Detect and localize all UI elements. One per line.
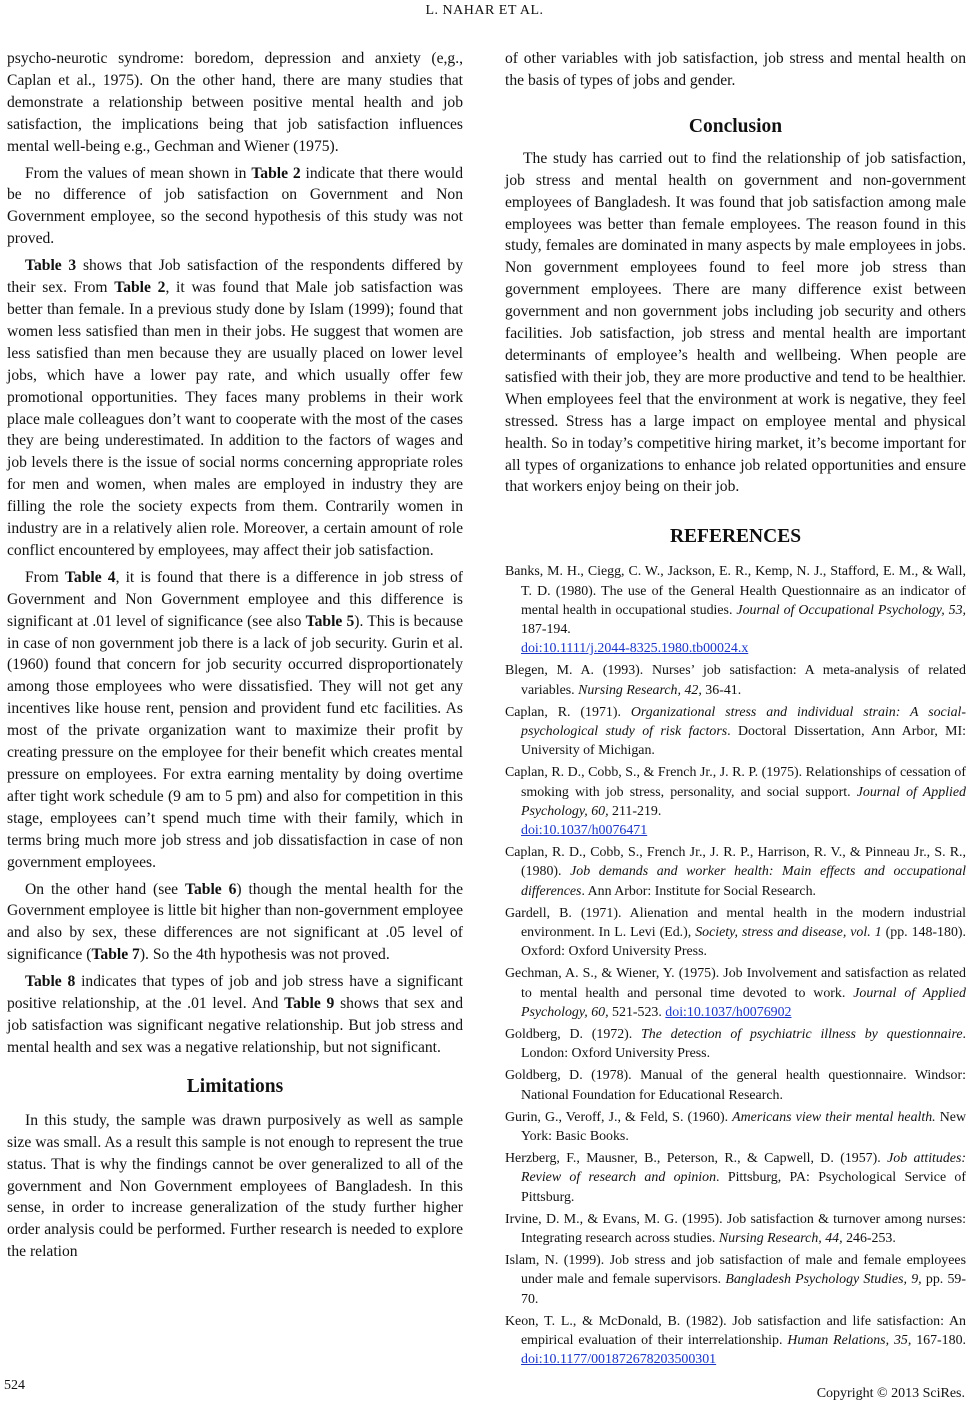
doi-link[interactable]: doi:10.1111/j.2044-8325.1980.tb00024.x — [521, 641, 749, 657]
right-column — [505, 48, 966, 1372]
paragraph: From Table 4, it is found that there is a difference in job stress of Government and Non Government employee and this difference is significant at .01 level of significance (see also Table 5). This is because in case of non government job there is a lack of job security. Gurin et al. (1960) found that concern for job security occurred disproportionately among those employees who were dissatisfied. They will not get any incentives like house rent, pension and provident fund etc facilities. As most of the private organization want to maximize their profit by creating pressure on the employee for their benefit which creates mental pressure on employees. For extra earning mentality by doing overtime after tight work schedule (9 am to 5 pm) and also for competition in this stage, employees can’t spend much time with their family, which in terms bring much more job stress and job dissatisfaction in case of non government employees. — [7, 568, 463, 871]
reference-item: Gechman, A. S., & Wiener, Y. (1975). Job Involvement and satisfaction as related to mental health and personal time devoted to work. Journal of Applied Psychology, 60, 521-523. doi:10.1037/h0076902 — [505, 966, 966, 1020]
running-head: L. NAHAR ET AL. — [425, 3, 544, 18]
reference-item: Gardell, B. (1971). Alienation and mental health in the modern industrial environment. In L. Levi (Ed.), Society, stress and disease, vol. 1 (pp. 148-180). Oxford: Oxford University Press. — [505, 905, 966, 960]
reference-item: Goldberg, D. (1972). The detection of psychiatric illness by questionnaire. London: Oxford University Press. — [505, 1026, 966, 1062]
reference-item: Gurin, G., Veroff, J., & Feld, S. (1960). Americans view their mental health. New York: Basic Books. — [505, 1109, 967, 1144]
reference-list — [505, 562, 966, 1369]
reference-item: Keon, T. L., & McDonald, B. (1982). Job satisfaction and life satisfaction: An empirical evaluation of their interrelationship. Human Relations, 35, 167-180. doi:10.1177/001872678203500301 — [505, 1313, 966, 1368]
paragraph: In this study, the sample was drawn purposively as well as sample size was small. As a result this sample is not enough to represent the true status. That is why the findings cannot be over generalized to all of the government and Non Government employees of Bangladesh. In this sense, in order to increase generalization of the study further higher order analysis could be performed. Further research is needed to explore the relation — [7, 1111, 463, 1261]
reference-item: Islam, N. (1999). Job stress and job satisfaction of male and female employees under male and female supervisors. Bangladesh Psychology Studies, 9, pp. 59-70. — [505, 1253, 966, 1307]
doi-link[interactable]: doi:10.1037/h0076471 — [521, 822, 648, 838]
section-heading-references: REFERENCES — [669, 526, 802, 548]
paragraph: Table 8 indicates that types of job and job stress have a significant positive relationship, at the .01 level. And Table 9 shows that sex and job satisfaction was significant negative relationship. But job stress and mental health and sex was a negative relationship, but not significant. — [7, 973, 464, 1056]
left-column — [7, 48, 463, 1268]
section-heading-conclusion: Conclusion — [688, 115, 783, 137]
paragraph: From the values of mean shown in Table 2 indicate that there would be no difference of job satisfaction on Government and Non Government employee, so the second hypothesis of this study was not proved. — [7, 164, 464, 248]
reference-item: Goldberg, D. (1978). Manual of the general health questionnaire. Windsor: National Foundation for Educational Research. — [505, 1068, 966, 1103]
copyright-notice: Copyright © 2013 SciRes. — [816, 1386, 965, 1401]
paragraph: of other variables with job satisfaction, job stress and mental health on the basis of types of jobs and gender. — [505, 50, 966, 89]
doi-link[interactable]: doi:10.1037/h0076902 — [665, 1004, 792, 1020]
paragraph: On the other hand (see Table 6) though the mental health for the Government employee is little bit higher than non-government employee and also by sex, these differences are not significant at .05 level of significance (Table 7). So the 4th hypothesis was not proved. — [7, 880, 464, 964]
reference-item: Herzberg, F., Mausner, B., Peterson, R., & Capwell, D. (1957). Job attitudes: Review of research and opinion. Pittsburg, PA: Psychological Service of Pittsburg. — [505, 1151, 966, 1205]
page-number: 524 — [4, 1378, 25, 1393]
doi-link[interactable]: doi:10.1177/001872678203500301 — [521, 1352, 717, 1368]
reference-item: Blegen, M. A. (1993). Nurses’ job satisfaction: A meta-analysis of related variables. Nursing Research, 42, 36-41. — [505, 663, 966, 698]
reference-item: Banks, M. H., Ciegg, C. W., Jackson, E. R., Kemp, N. J., Stafford, E. M., & Wall, T. D. (1980). The use of the General Health Questionnaire as an indicator of mental health in occupational studies. Journal of Occupational Psychology, 53, 187-194. doi:10.1111/j.2044-8325.1980.tb00024.x — [505, 562, 966, 658]
reference-item: Irvine, D. M., & Evans, M. G. (1995). Job satisfaction & turnover among nurses: Integrating research across studies. Nursing Research, 44, 246-253. — [505, 1211, 966, 1247]
paragraph: The study has carried out to find the relationship of job satisfaction, job stress and mental health on government and non-government employees of Bangladesh. It was found that job satisfaction among male employees was better than female employees. The reason found in this study, females are dominated in many aspects by male employees in jobs. Non government employees found to feel more job stress than government employees. There are many difference exist between government and non government jobs including job security and others facilities. Job satisfaction, job stress and mental health are important determinants of employee’s health and wellbeing. When people are satisfied with their job, they are more productive and tend to be healthier. When employees feel that the environment at work is negative, they feel stressed. Stress has a large impact on employee mental and physical health. So in today’s competitive hiring market, it’s become important for all types of organizations to enhance job related opportunities and ensure that workers enjoy being on their job. — [505, 149, 966, 496]
reference-item: Caplan, R. D., Cobb, S., & French Jr., J. R. P. (1975). Relationships of cessation of smoking with job stress, personality, and social support. Journal of Applied Psychology, 60, 211-219. doi:10.1037/h0076471 — [505, 763, 966, 840]
paragraph: psycho-neurotic syndrome: boredom, depression and anxiety (e,g., Caplan et al., 1975). On the other hand, there are many studies that demonstrate a relationship between positive mental health and job satisfaction, the implications being that job satisfaction influences mental well-being e.g., Gechman and Wiener (1975). — [7, 50, 463, 155]
reference-item: Caplan, R. D., Cobb, S., French Jr., J. R. P., Harrison, R. V., & Pinneau Jr., S. R., (1980). Job demands and worker health: Main effects and occupational differences. Ann Arbor: Institute for Social Research. — [505, 845, 966, 899]
section-heading-limitations: Limitations — [186, 1075, 284, 1097]
reference-item: Caplan, R. (1971). Organizational stress and individual strain: A social-psychological study of risk factors. Doctoral Dissertation, Ann Arbor, MI: University of Michigan. — [505, 704, 966, 759]
paragraph: Table 3 shows that Job satisfaction of the respondents differed by their sex. From Table 2, it was found that Male job satisfaction was better than female. In a previous study done by Islam (1999); found that women less satisfied than men in their jobs. He suggest that women are less satisfied than men because they are usually placed on lower level jobs, which have a lower pay rate, and which usually offer few promotional opportunities. They faces many problems in their work place male colleagues don’t want to cooperate with the most of the cases they are being underestimated. In addition to the factors of wages and job levels there is the issue of social norms concerning appropriate roles for men and women, when males are employed in industry they are filling the role the society expects from them. Contrarily women in industry are in a relatively alien role. Moreover, a certain amount of role conflict encountered by employees, may affect their job satisfaction. — [7, 257, 464, 559]
